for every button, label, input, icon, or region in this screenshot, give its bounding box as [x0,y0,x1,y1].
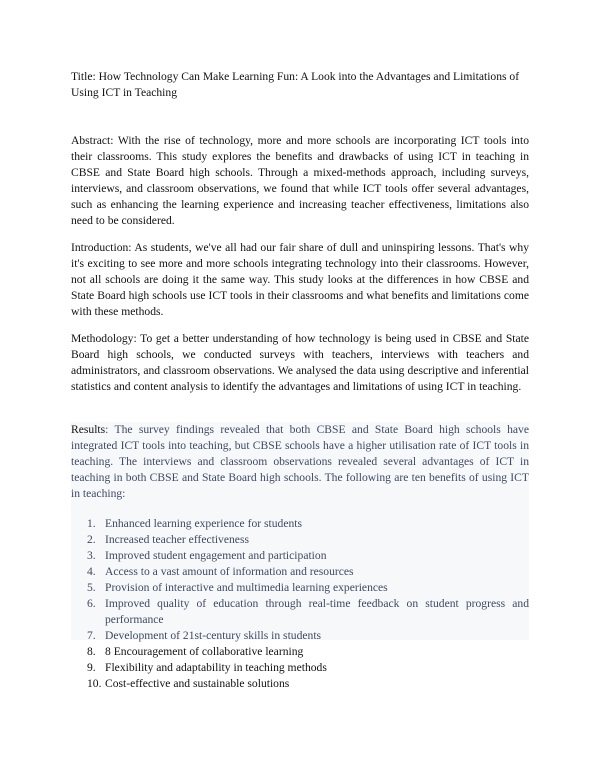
list-item [71,564,529,580]
list-item-text: Increased teacher effectiveness [105,533,249,546]
document-title: Title: How Technology Can Make Learning Fun: A Look into the Advantages and Limitations of Using ICT in Teaching [71,70,520,99]
list-item [71,548,529,564]
list-item-number: 9. [87,661,96,674]
results-paragraph [71,422,529,502]
list-item-number: 4. [87,565,96,578]
list-item-number: 2. [87,533,96,546]
introduction-paragraph: Introduction: As students, we've all had our fair share of dull and uninspiring lessons. That's why it's exciting to see more and more schools integrating technology into their classrooms. However, not all schools are doing it the same way. This study looks at the differences in how CBSE and State Board high schools use ICT tools in their classrooms and what benefits and limitations come with these methods. [71,241,529,318]
list-item-number: 1. [87,517,96,530]
list-item-number: 3. [87,549,96,562]
list-item-number: 6. [87,597,96,610]
list-item [71,516,529,532]
list-item [71,676,529,692]
list-item-number: 8. [87,645,96,658]
list-item-text: Flexibility and adaptability in teaching methods [105,661,327,674]
list-item [71,660,529,676]
list-item-text: Provision of interactive and multimedia learning experiences [105,581,388,594]
list-item [71,532,529,548]
list-item-text: Cost-effective and sustainable solutions [105,677,290,690]
list-item [71,628,529,644]
benefits-list [71,516,529,692]
list-item-text: Improved student engagement and participation [105,549,327,562]
list-item [71,596,529,628]
list-item [71,580,529,596]
results-label: Results [71,423,106,436]
list-item-number: 5. [87,581,96,594]
list-item-text: Development of 21st-century skills in students [105,629,322,642]
list-item-text: Access to a vast amount of information and resources [105,565,354,578]
results-body: : The survey findings revealed that both CBSE and State Board high schools have integrated ICT tools into teaching, but CBSE schools have a higher utilisation rate of ICT tools in teaching. The interviews and classroom observations revealed several advantages of ICT in teaching in both CBSE and State Board high schools. The following are ten benefits of using ICT in teaching: [71,423,529,500]
list-item-text: 8 Encouragement of collaborative learning [105,645,304,658]
list-item [71,644,529,660]
list-item-number: 10. [87,677,102,690]
methodology-paragraph: Methodology: To get a better understanding of how technology is being used in CBSE and State Board high schools, we conducted surveys with teachers, interviews with teachers and administrators, and classroom observations. We analysed the data using descriptive and inferential statistics and content analysis to identify the advantages and limitations of using ICT in teaching. [71,332,529,393]
abstract-paragraph: Abstract: With the rise of technology, more and more schools are incorporating ICT tools into their classrooms. This study explores the benefits and drawbacks of using ICT in teaching in CBSE and State Board high schools. Through a mixed-methods approach, including surveys, interviews, and classroom observations, we found that while ICT tools offer several advantages, such as enhancing the learning experience and increasing teacher effectiveness, limitations also need to be considered. [71,134,529,227]
list-item-text: Improved quality of education through real-time feedback on student progress and performance [105,597,529,626]
list-item-number: 7. [87,629,96,642]
list-item-text: Enhanced learning experience for students [105,517,303,530]
